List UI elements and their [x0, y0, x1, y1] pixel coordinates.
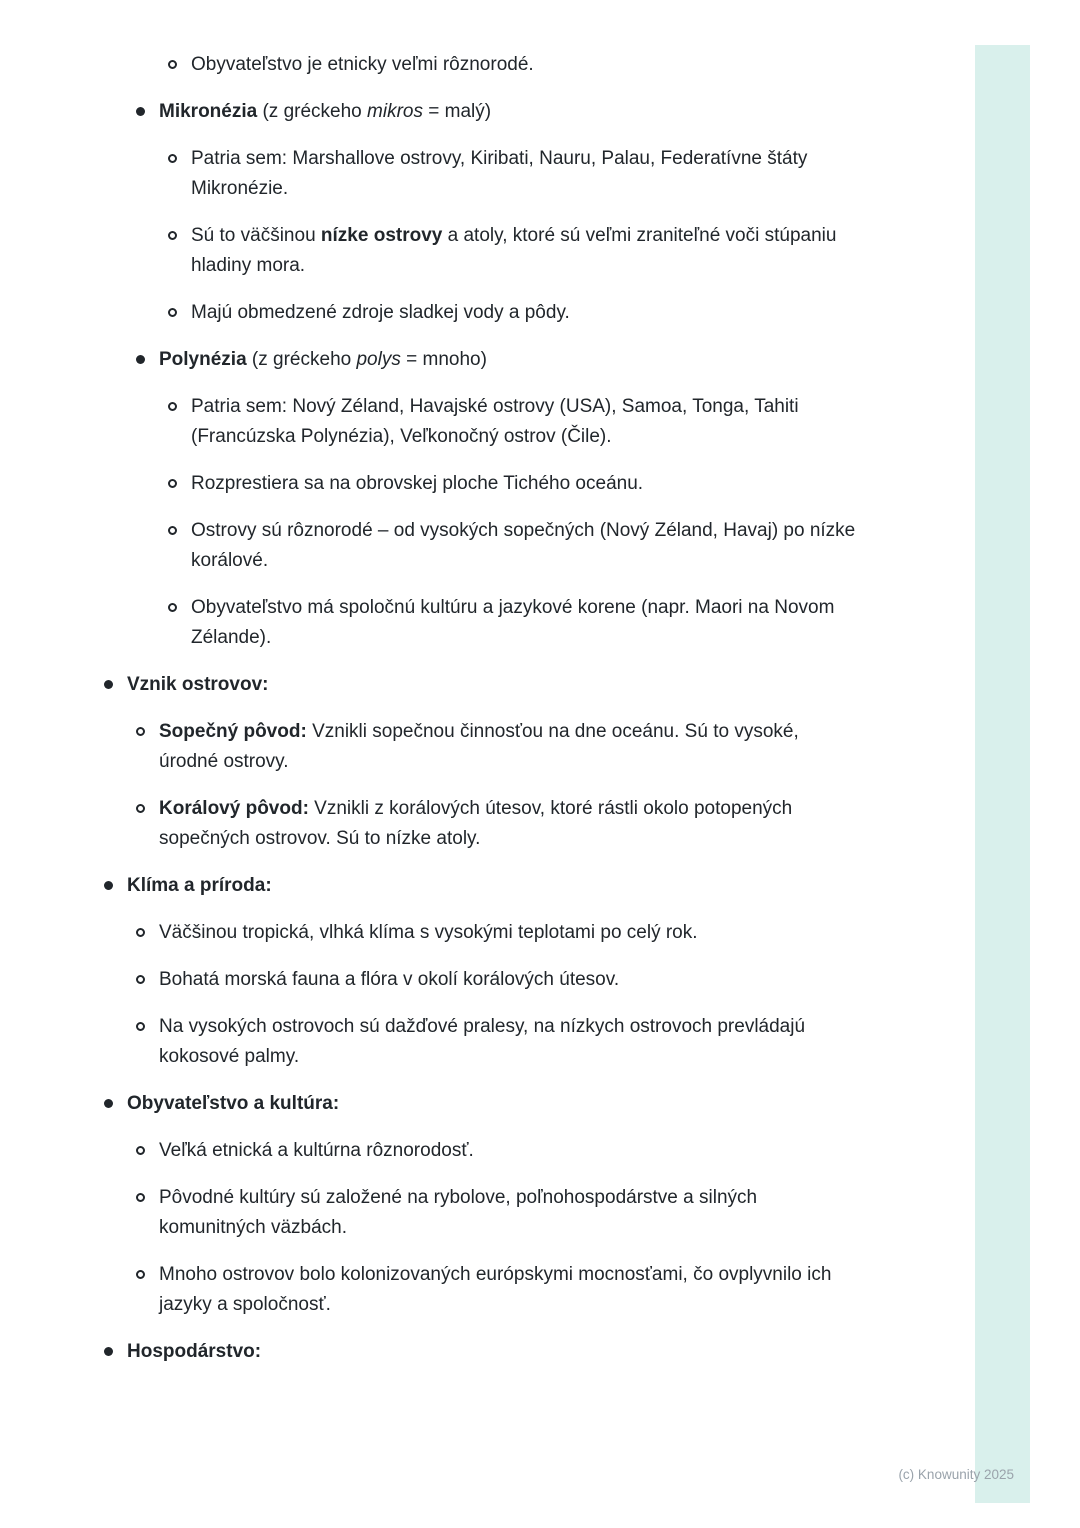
list-item [104, 670, 860, 700]
list-item-text: Mnoho ostrovov bolo kolonizovaných európskymi mocnosťami, čo ovplyvnilo ich jazyky a spoločnosť. [159, 1264, 832, 1315]
bullet-circle-icon [168, 402, 177, 411]
bullet-disc-icon [104, 881, 113, 890]
list-item [168, 392, 860, 452]
list-item [168, 516, 860, 576]
list-item [136, 345, 860, 375]
bullet-circle-icon [168, 60, 177, 69]
list-item [104, 871, 860, 901]
list-item-text: Klíma a príroda: [127, 875, 272, 896]
bullet-circle-icon [168, 308, 177, 317]
bullet-disc-icon [104, 1347, 113, 1356]
list-item-text: Hospodárstvo: [127, 1341, 262, 1362]
list-item [136, 1012, 860, 1072]
bullet-circle-icon [136, 1022, 145, 1031]
footer-credit: (c) Knowunity 2025 [898, 1467, 1014, 1482]
list-item [168, 50, 860, 80]
bullet-circle-icon [136, 928, 145, 937]
list-item [168, 144, 860, 204]
list-item-text: Väčšinou tropická, vlhká klíma s vysokými teplotami po celý rok. [159, 922, 698, 943]
list-item-text: Mikronézia (z gréckeho mikros = malý) [159, 101, 492, 122]
accent-bar [975, 45, 1030, 1503]
list-item-text: Ostrovy sú rôznorodé – od vysokých sopečných (Nový Zéland, Havaj) po nízke korálové. [191, 520, 856, 571]
list-item-text: Polynézia (z gréckeho polys = mnoho) [159, 349, 487, 370]
list-item-text: Na vysokých ostrovoch sú dažďové pralesy, na nízkych ostrovoch prevládajú kokosové palmy. [159, 1016, 806, 1067]
list-item [136, 965, 860, 995]
bullet-circle-icon [136, 804, 145, 813]
bullet-circle-icon [136, 1146, 145, 1155]
bullet-disc-icon [136, 355, 145, 364]
list-item-text: Patria sem: Marshallove ostrovy, Kiribati, Nauru, Palau, Federatívne štáty Mikronézie. [191, 148, 808, 199]
bullet-circle-icon [168, 231, 177, 240]
bullet-disc-icon [104, 1099, 113, 1108]
list-item-text: Veľká etnická a kultúrna rôznorodosť. [159, 1140, 474, 1161]
list-item [136, 918, 860, 948]
bullet-disc-icon [136, 107, 145, 116]
bullet-circle-icon [136, 727, 145, 736]
list-item-text: Vznik ostrovov: [127, 674, 269, 695]
list-item-text: Patria sem: Nový Zéland, Havajské ostrovy (USA), Samoa, Tonga, Tahiti (Francúzska Polynézia), Veľkonočný ostrov (Čile). [191, 396, 799, 447]
bullet-disc-icon [104, 680, 113, 689]
list-item-text: Obyvateľstvo a kultúra: [127, 1093, 340, 1114]
list-item-text: Rozprestiera sa na obrovskej ploche Tichého oceánu. [191, 473, 644, 494]
document-body [104, 50, 860, 1384]
list-item [136, 1183, 860, 1243]
list-item [136, 97, 860, 127]
list-item [136, 794, 860, 854]
list-item-text: Sopečný pôvod: Vznikli sopečnou činnosťou na dne oceánu. Sú to vysoké, úrodné ostrovy. [159, 721, 799, 772]
list-item [168, 221, 860, 281]
list-item [104, 1337, 860, 1367]
bullet-circle-icon [136, 1270, 145, 1279]
list-item-text: Majú obmedzené zdroje sladkej vody a pôdy. [191, 302, 570, 323]
bullet-circle-icon [168, 526, 177, 535]
list-item-text: Obyvateľstvo je etnicky veľmi rôznorodé. [191, 54, 534, 75]
list-item [136, 1136, 860, 1166]
list-item [168, 298, 860, 328]
list-item-text: Sú to väčšinou nízke ostrovy a atoly, ktoré sú veľmi zraniteľné voči stúpaniu hladiny mora. [191, 225, 837, 276]
bullet-circle-icon [136, 1193, 145, 1202]
bullet-circle-icon [168, 479, 177, 488]
list-item [136, 1260, 860, 1320]
list-item [168, 469, 860, 499]
list-item-text: Pôvodné kultúry sú založené na rybolove, poľnohospodárstve a silných komunitných väzbách. [159, 1187, 758, 1238]
bullet-circle-icon [168, 603, 177, 612]
list-item [136, 717, 860, 777]
list-item [104, 1089, 860, 1119]
list-item-text: Korálový pôvod: Vznikli z korálových útesov, ktoré rástli okolo potopených sopečných ostrovov. Sú to nízke atoly. [159, 798, 793, 849]
bullet-circle-icon [136, 975, 145, 984]
bullet-circle-icon [168, 154, 177, 163]
list-item-text: Bohatá morská fauna a flóra v okolí korálových útesov. [159, 969, 620, 990]
list-item [168, 593, 860, 653]
list-item-text: Obyvateľstvo má spoločnú kultúru a jazykové korene (napr. Maori na Novom Zélande). [191, 597, 835, 648]
